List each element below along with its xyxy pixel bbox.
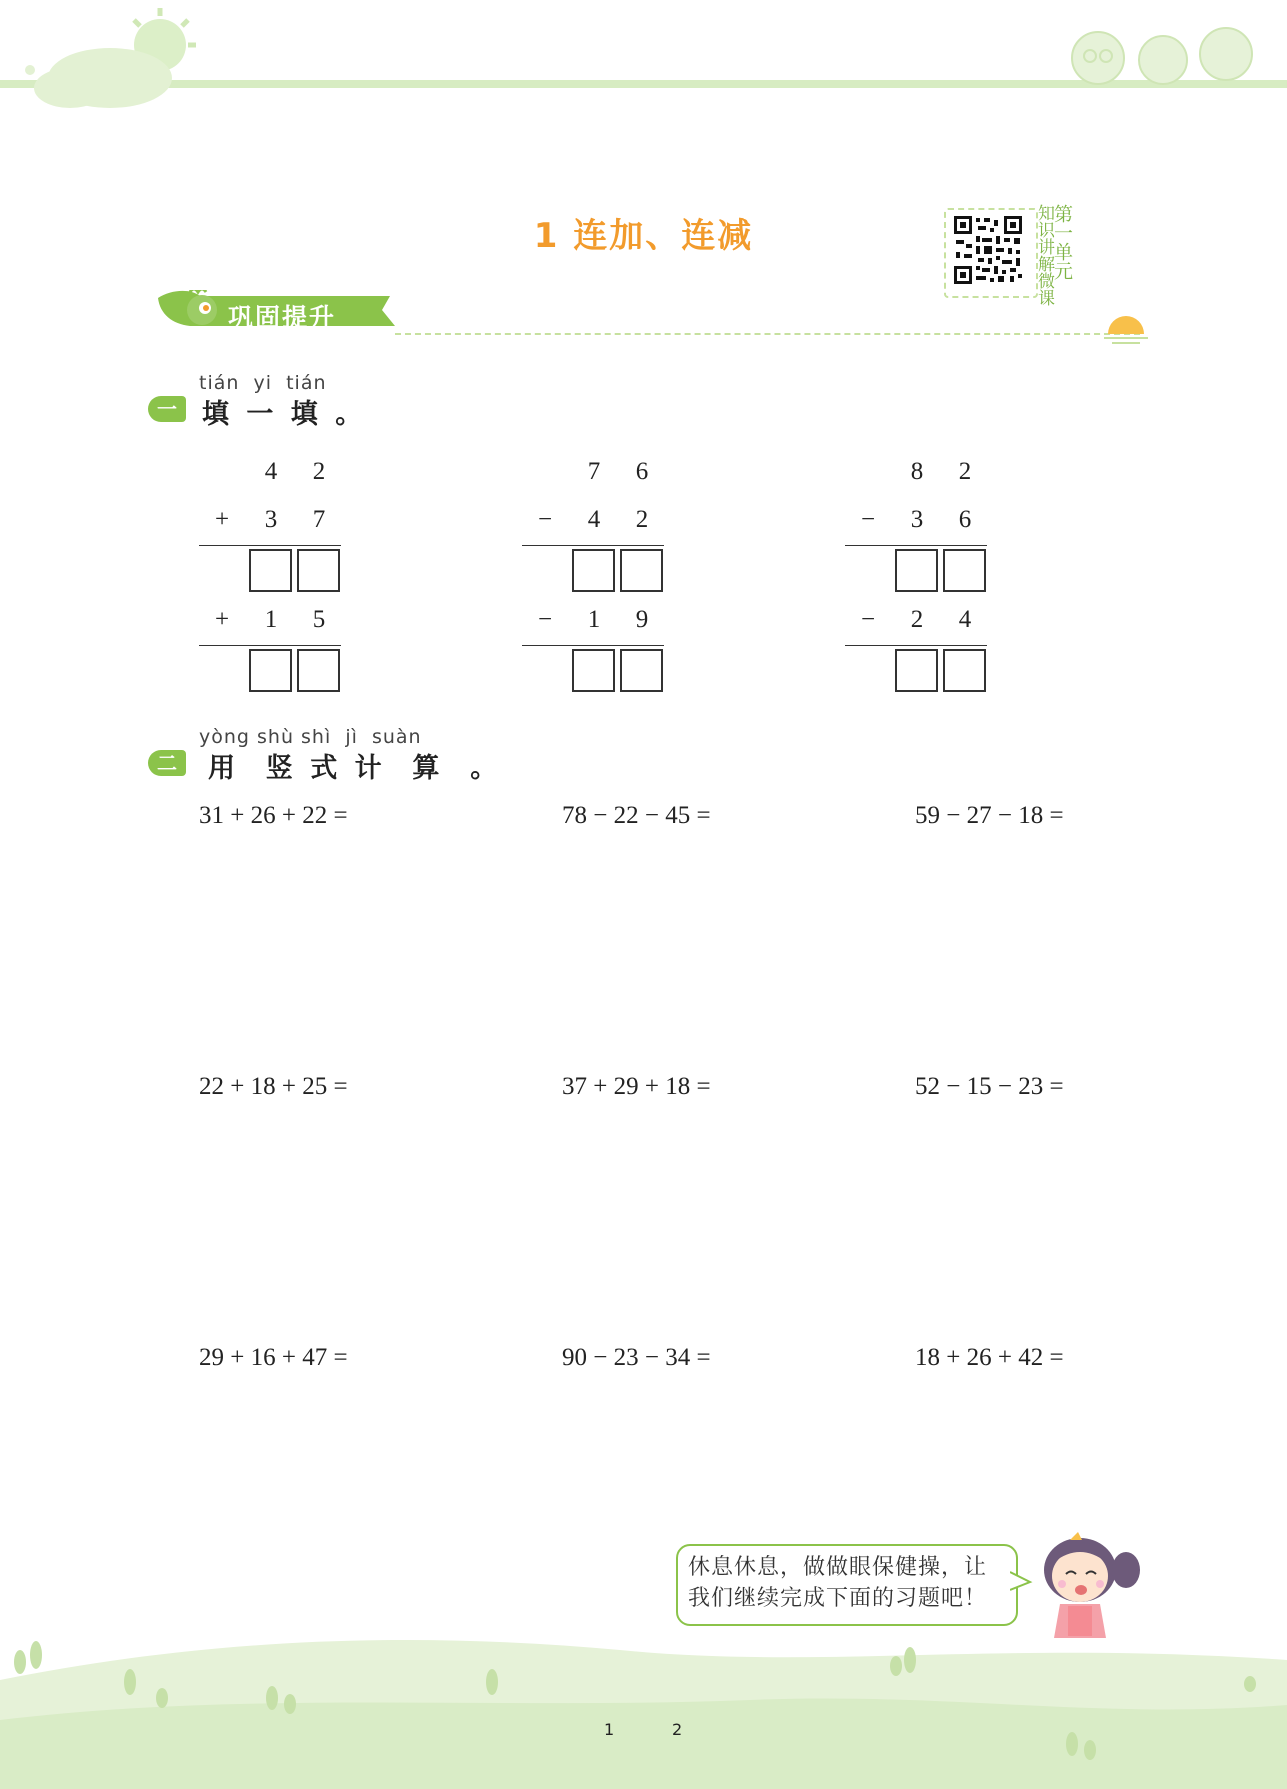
p2-second-ones: 2 xyxy=(635,506,649,533)
p1-third-ones: 5 xyxy=(312,606,326,633)
equation-r3-c1: 29 + 16 + 47 = xyxy=(199,1344,348,1371)
equation-r3-c3: 18 + 26 + 42 = xyxy=(915,1344,1064,1371)
equation-r2-c1: 22 + 18 + 25 = xyxy=(199,1073,348,1100)
p3-top-ones: 2 xyxy=(958,458,972,485)
p2-top-tens: 7 xyxy=(587,458,601,485)
p1-answer1-tens-box[interactable] xyxy=(249,549,292,592)
p1-answer2-tens-box[interactable] xyxy=(249,649,292,692)
lesson-title: 1 连加、连减 xyxy=(533,216,754,256)
q1-number-badge: 一 xyxy=(148,396,186,422)
p3-answer1-ones-box[interactable] xyxy=(943,549,986,592)
q1-pinyin: tián yi tián xyxy=(199,372,327,394)
p2-second-tens: 4 xyxy=(587,506,601,533)
p1-rule-1 xyxy=(199,545,341,546)
p3-top-tens: 8 xyxy=(910,458,924,485)
p1-second-tens: 3 xyxy=(264,506,278,533)
p1-op2: + xyxy=(214,606,230,633)
p1-rule-2 xyxy=(199,645,341,646)
p2-third-ones: 9 xyxy=(635,606,649,633)
page-number-right: 2 xyxy=(672,1720,683,1739)
equation-r3-c2: 90 − 23 − 34 = xyxy=(562,1344,711,1371)
p2-answer1-ones-box[interactable] xyxy=(620,549,663,592)
equation-r2-c2: 37 + 29 + 18 = xyxy=(562,1073,711,1100)
p3-op1: − xyxy=(860,506,876,533)
qr-code-icon[interactable] xyxy=(952,214,1024,286)
p2-third-tens: 1 xyxy=(587,606,601,633)
q2-number-badge: 二 xyxy=(148,750,186,776)
p2-top-ones: 6 xyxy=(635,458,649,485)
section-divider xyxy=(395,333,1140,335)
p2-answer1-tens-box[interactable] xyxy=(572,549,615,592)
p1-top-ones: 2 xyxy=(312,458,326,485)
p3-rule-1 xyxy=(845,545,987,546)
animals-illustration xyxy=(1058,18,1258,86)
p1-second-ones: 7 xyxy=(312,506,326,533)
p2-op2: − xyxy=(537,606,553,633)
p3-third-tens: 2 xyxy=(910,606,924,633)
p3-answer2-ones-box[interactable] xyxy=(943,649,986,692)
p3-third-ones: 4 xyxy=(958,606,972,633)
page-number-left: 1 xyxy=(604,1720,615,1739)
p1-answer1-ones-box[interactable] xyxy=(297,549,340,592)
q1-instruction: 填 一 填 。 xyxy=(202,399,367,430)
p3-second-ones: 6 xyxy=(958,506,972,533)
equation-r1-c1: 31 + 26 + 22 = xyxy=(199,802,348,829)
equation-r1-c2: 78 − 22 − 45 = xyxy=(562,802,711,829)
p3-rule-2 xyxy=(845,645,987,646)
equation-r2-c3: 52 − 15 − 23 = xyxy=(915,1073,1064,1100)
p3-answer1-tens-box[interactable] xyxy=(895,549,938,592)
p1-op1: + xyxy=(214,506,230,533)
sunset-icon xyxy=(1102,310,1150,346)
sun-cloud-illustration xyxy=(0,0,220,115)
q2-instruction: 用 竖 式 计 算 。 xyxy=(208,753,502,784)
p2-answer2-ones-box[interactable] xyxy=(620,649,663,692)
p2-op1: − xyxy=(537,506,553,533)
p2-rule-1 xyxy=(522,545,664,546)
p3-answer2-tens-box[interactable] xyxy=(895,649,938,692)
p3-second-tens: 3 xyxy=(910,506,924,533)
girl-character-illustration xyxy=(1030,1522,1140,1640)
p3-op2: − xyxy=(860,606,876,633)
p1-answer2-ones-box[interactable] xyxy=(297,649,340,692)
p1-third-tens: 1 xyxy=(264,606,278,633)
p1-top-tens: 4 xyxy=(264,458,278,485)
qr-label-unit: 第一单元 xyxy=(1051,204,1073,280)
section-banner-title: 巩固提升 xyxy=(228,303,337,332)
p2-answer2-tens-box[interactable] xyxy=(572,649,615,692)
p2-rule-2 xyxy=(522,645,664,646)
q2-pinyin: yòng shù shì jì suàn xyxy=(199,726,422,748)
equation-r1-c3: 59 − 27 − 18 = xyxy=(915,802,1064,829)
qr-label-micro-lesson: 知识讲解微课 xyxy=(1034,204,1054,306)
speech-bubble-text: 休息休息，做做眼保健操，让我们继续完成下面的习题吧！ xyxy=(688,1555,988,1611)
